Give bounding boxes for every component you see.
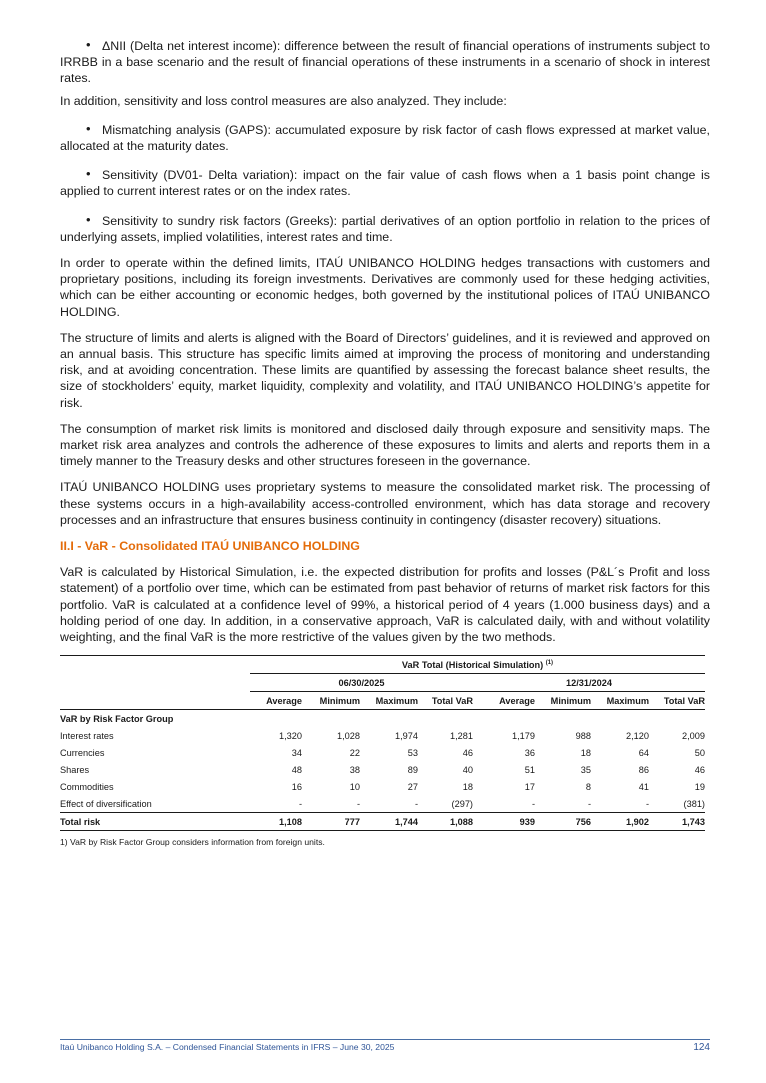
cell: 1,902 — [591, 813, 649, 831]
row-label: Total risk — [60, 813, 250, 831]
cell: - — [587, 798, 591, 809]
bullet-nii — [60, 38, 710, 87]
column-header: Minimum — [302, 692, 360, 710]
column-header: Average — [250, 692, 302, 710]
table-row — [60, 795, 705, 813]
cell: - — [414, 798, 418, 809]
bullet-gaps — [60, 122, 710, 154]
bullet-dv01-text: Sensitivity (DV01- Delta variation): impact on the fair value of cash flows when a 1 basis point change is applied to current interest rates or on the index rates. — [60, 168, 710, 199]
row-label: Effect of diversification — [60, 798, 152, 809]
column-header: Total VaR — [649, 692, 705, 710]
table-row — [60, 727, 705, 744]
cell: 1,088 — [418, 813, 473, 831]
bullet-nii-text: ΔNII (Delta net interest income): difference between the result of financial operations of instruments subject to IRRBB in a base scenario and the result of financial operations of these instruments in a scenario of shock in interest rates. — [60, 39, 710, 86]
table-row — [60, 744, 705, 761]
bullet-greeks-text: Sensitivity to sundry risk factors (Greeks): partial derivatives of an option portfolio in relation to the prices of underlying assets, implied volatilities, interest rates and time. — [60, 213, 710, 244]
limits-paragraph: The structure of limits and alerts is aligned with the Board of Directors’ guidelines, and it is reviewed and approved on an annual basis. This structure has specific limits aimed at improving the process of monitoring and understanding risk, and at avoiding concentration. These limits are quantified by assessing the forecast balance sheet results, the size of stockholders’ equity, market liquidity, complexity and volatility, and ITAÚ UNIBANCO HOLDING’s appetite for risk. — [60, 330, 710, 410]
cell: 48 — [291, 764, 302, 775]
bullet-dv01 — [60, 167, 710, 199]
var-table — [60, 655, 705, 831]
cell: 46 — [462, 747, 473, 758]
cell: 35 — [580, 764, 591, 775]
column-header: Maximum — [360, 692, 418, 710]
cell: 1,028 — [337, 730, 360, 741]
cell: 22 — [349, 747, 360, 758]
cell: 1,108 — [250, 813, 302, 831]
cell: 27 — [407, 781, 418, 792]
period-2-header: 12/31/2024 — [473, 674, 705, 692]
bullet-dot: • — [86, 37, 91, 52]
bullet-gaps-text: Mismatching analysis (GAPS): accumulated exposure by risk factor of cash flows expressed at market value, allocated at the maturity dates. — [60, 122, 710, 154]
period-1-header: 06/30/2025 — [250, 674, 473, 692]
cell: 10 — [349, 781, 360, 792]
cell: 1,974 — [395, 730, 418, 741]
cell: 16 — [291, 781, 302, 792]
table-row — [60, 778, 705, 795]
cell: 777 — [302, 813, 360, 831]
systems-paragraph: ITAÚ UNIBANCO HOLDING uses proprietary systems to measure the consolidated market risk. The processing of these systems occurs in a high-availability access-controlled environment, which has data storage and recovery processes and an infrastructure that ensures business continuity in contingency (disaster recovery) situations. — [60, 480, 710, 527]
cell: 8 — [585, 781, 591, 792]
cell: 34 — [291, 747, 302, 758]
cell: (297) — [451, 798, 473, 809]
cell: 38 — [349, 764, 360, 775]
cell: 51 — [524, 764, 535, 775]
intro-measures: In addition, sensitivity and loss control measures are also analyzed. They include: — [60, 93, 507, 108]
bullet-greeks — [60, 213, 710, 245]
cell: - — [298, 798, 302, 809]
cell: 40 — [462, 764, 473, 775]
cell: - — [356, 798, 360, 809]
cell: 756 — [535, 813, 591, 831]
bullet-dot: • — [86, 211, 91, 227]
cell: 988 — [575, 730, 591, 741]
cell: 89 — [407, 764, 418, 775]
column-header: Average — [473, 692, 535, 710]
row-label: Commodities — [60, 781, 114, 792]
cell: 1,744 — [360, 813, 418, 831]
cell: 2,120 — [626, 730, 649, 741]
cell: 86 — [638, 764, 649, 775]
var-description: VaR is calculated by Historical Simulation, i.e. the expected distribution for profits and losses (P&L´s Profit and loss statement) of a portfolio over time, which can be estimated from past behavior of returns of market risk factors for this portfolio. VaR is calculated at a confidence level of 99%, a historical period of 4 years (1.000 business days) and a holding period of one day. In addition, in a conservative approach, VaR is calculated daily, with and without volatility weighting, and the final VaR is the more restrictive of the values given by the two methods. — [60, 565, 710, 645]
cell: 46 — [694, 764, 705, 775]
cell: 50 — [694, 747, 705, 758]
cell: - — [531, 798, 535, 809]
footer-text: Itaú Unibanco Holding S.A. – Condensed Financial Statements in IFRS – June 30, 2025 — [60, 1042, 395, 1052]
cell: - — [645, 798, 649, 809]
cell: 18 — [580, 747, 591, 758]
group-label: VaR by Risk Factor Group — [60, 713, 174, 724]
cell: 1,743 — [649, 813, 705, 831]
column-header: Total VaR — [418, 692, 473, 710]
page-number: 124 — [693, 1042, 710, 1053]
consumption-paragraph: The consumption of market risk limits is monitored and disclosed daily through exposure and sensitivity maps. The market risk area analyzes and controls the adherence of these exposures to limits and alerts and reports them in a timely manner to the Treasury desks and other structures foreseen in the governance. — [60, 421, 710, 469]
cell: 18 — [462, 781, 473, 792]
table-row — [60, 761, 705, 778]
cell: 19 — [694, 781, 705, 792]
hedges-paragraph: In order to operate within the defined limits, ITAÚ UNIBANCO HOLDING hedges transactions with customers and proprietary positions, including its foreign investments. Derivatives are commonly used for these hedging activities, which can be either accounting or economic hedges, both governed by the institutional polices of ITAÚ UNIBANCO HOLDING. — [60, 256, 710, 319]
row-label: Shares — [60, 764, 90, 775]
cell: 939 — [473, 813, 535, 831]
cell: (381) — [683, 798, 705, 809]
cell: 1,320 — [279, 730, 302, 741]
cell: 53 — [407, 747, 418, 758]
total-row — [60, 813, 705, 831]
table-title: VaR Total (Historical Simulation) — [401, 659, 544, 670]
cell: 2,009 — [682, 730, 705, 741]
row-label: Interest rates — [60, 730, 114, 741]
cell: 36 — [524, 747, 535, 758]
cell: 41 — [638, 781, 649, 792]
cell: 64 — [638, 747, 649, 758]
document-page — [60, 38, 710, 847]
bullet-dot: • — [86, 166, 91, 182]
cell: 1,281 — [450, 730, 473, 741]
column-header: Maximum — [591, 692, 649, 710]
bullet-dot: • — [86, 120, 91, 136]
row-label: Currencies — [60, 747, 105, 758]
column-header: Minimum — [535, 692, 591, 710]
table-title-cell — [250, 656, 705, 674]
cell: 17 — [524, 781, 535, 792]
page-footer — [60, 1039, 710, 1053]
section-title: II.I - VaR - Consolidated ITAÚ UNIBANCO HOLDING — [60, 539, 360, 554]
cell: 1,179 — [512, 730, 535, 741]
table-footnote: 1) VaR by Risk Factor Group considers information from foreign units. — [60, 837, 325, 848]
table-title-note: (1) — [545, 659, 554, 666]
